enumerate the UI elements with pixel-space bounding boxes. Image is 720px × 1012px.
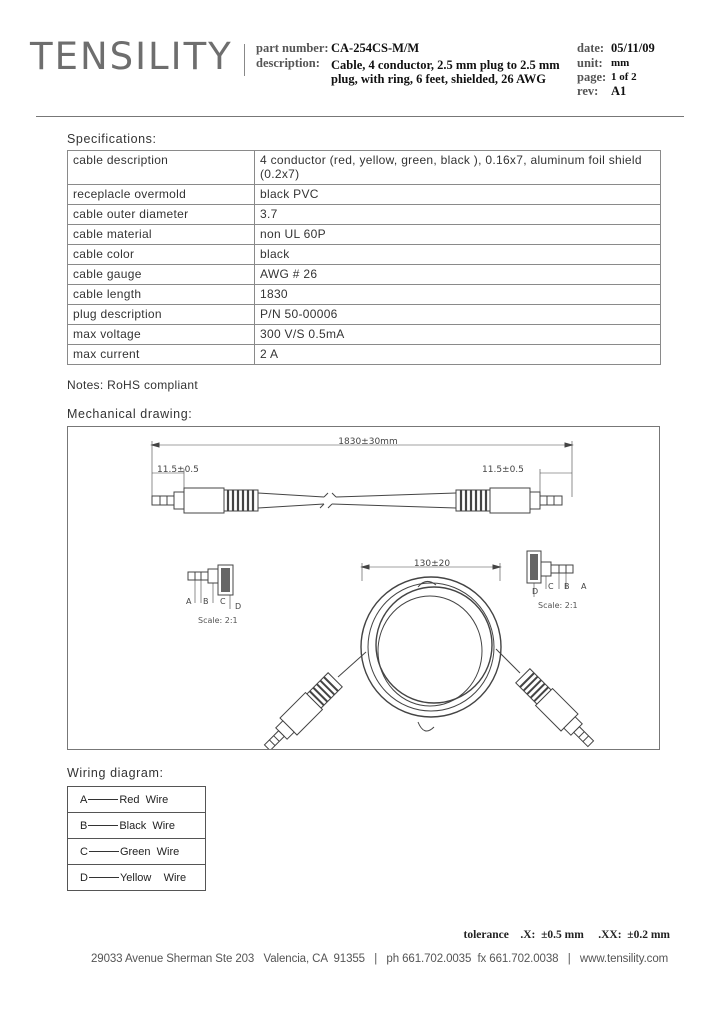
spec-row (68, 305, 661, 325)
wiring-pin: C (80, 845, 88, 858)
contact-right-a: A (581, 582, 587, 591)
contact-right-d: D (532, 587, 539, 596)
spec-key: cable length (68, 285, 255, 305)
wiring-wire: Green Wire (119, 845, 180, 858)
spec-row (68, 285, 661, 305)
part-number-value: CA-254CS-M/M (331, 41, 420, 55)
footer-address: 29033 Avenue Sherman Ste 203 Valencia, CA 91355 | ph 661.702.0035 fx 661.702.0038 | www.tensility.com (91, 953, 669, 965)
spec-row (68, 325, 661, 345)
description-line-2: plug, with ring, 6 feet, shielded, 26 AWG (331, 72, 546, 86)
spec-key: plug description (68, 305, 255, 325)
mechanical-drawing (67, 426, 660, 750)
notes: Notes: RoHS compliant (67, 378, 199, 392)
wiring-row (68, 839, 206, 865)
company-logo: TENSILITY (30, 35, 233, 78)
date-label: date: (577, 41, 605, 55)
spec-value: black (255, 245, 661, 265)
spec-row (68, 225, 661, 245)
wiring-cell (68, 839, 206, 865)
spec-row (68, 265, 661, 285)
description-label: description: (256, 56, 320, 70)
spec-key: cable description (68, 151, 255, 185)
coil-dim: 130±20 (413, 559, 451, 569)
wiring-line (89, 851, 119, 852)
description-line-1: Cable, 4 conductor, 2.5 mm plug to 2.5 mm (331, 58, 560, 72)
wiring-line (89, 877, 119, 878)
spec-row (68, 245, 661, 265)
left-plug-length-dim: 11.5±0.5 (157, 465, 199, 475)
spec-row (68, 345, 661, 365)
wiring-pin: A (80, 793, 88, 806)
spec-value: 3.7 (255, 205, 661, 225)
contact-left-b: B (203, 597, 209, 606)
wiring-wire: Red Wire (119, 793, 169, 806)
spec-value: 300 V/S 0.5mA (255, 325, 661, 345)
page-value: 1 of 2 (611, 71, 637, 83)
spec-value: 1830 (255, 285, 661, 305)
unit-label: unit: (577, 56, 603, 70)
rev-value: A1 (611, 84, 627, 98)
contact-right-b: B (564, 582, 570, 591)
scale-left: Scale: 2:1 (198, 616, 238, 625)
spec-value: 2 A (255, 345, 661, 365)
cable-drawing-svg (68, 427, 659, 749)
spec-value: 4 conductor (red, yellow, green, black ), 0.16x7, aluminum foil shield (0.2x7) (255, 151, 661, 185)
spec-key: cable material (68, 225, 255, 245)
wiring-table (67, 786, 206, 891)
contact-left-a: A (186, 597, 192, 606)
spec-value: black PVC (255, 185, 661, 205)
scale-right: Scale: 2:1 (538, 601, 578, 610)
contact-right-c: C (548, 582, 554, 591)
wiring-pin: B (80, 819, 88, 832)
spec-row (68, 205, 661, 225)
contact-left-d: D (235, 602, 242, 611)
wiring-row (68, 787, 206, 813)
overall-length-dim: 1830±30mm (338, 437, 398, 447)
specifications-title: Specifications: (67, 132, 157, 146)
spec-key: max current (68, 345, 255, 365)
wiring-line (88, 825, 118, 826)
part-number-label: part number: (256, 41, 329, 55)
spec-key: cable gauge (68, 265, 255, 285)
page-label: page: (577, 70, 607, 84)
wiring-wire: Black Wire (119, 819, 175, 832)
header-rule (36, 116, 684, 117)
spec-key: receplacle overmold (68, 185, 255, 205)
spec-value: AWG # 26 (255, 265, 661, 285)
wiring-cell (68, 813, 206, 839)
logo-divider (244, 44, 245, 76)
spec-value: P/N 50-00006 (255, 305, 661, 325)
wiring-diagram-title: Wiring diagram: (67, 766, 164, 780)
wiring-pin: D (80, 871, 88, 884)
wiring-wire: Yellow Wire (119, 871, 187, 884)
spec-value: non UL 60P (255, 225, 661, 245)
spec-row (68, 185, 661, 205)
contact-left-c: C (220, 597, 226, 606)
wiring-row (68, 865, 206, 891)
right-plug-length-dim: 11.5±0.5 (482, 465, 524, 475)
rev-label: rev: (577, 84, 599, 98)
unit-value: mm (611, 57, 630, 69)
wiring-cell (68, 865, 206, 891)
spec-key: cable color (68, 245, 255, 265)
spec-row (68, 151, 661, 185)
wiring-cell (68, 787, 206, 813)
wiring-row (68, 813, 206, 839)
spec-key: max voltage (68, 325, 255, 345)
wiring-line (88, 799, 118, 800)
tolerance: tolerance .X: ±0.5 mm .XX: ±0.2 mm (463, 929, 670, 941)
specifications-table (67, 150, 661, 365)
spec-key: cable outer diameter (68, 205, 255, 225)
mechanical-drawing-title: Mechanical drawing: (67, 407, 193, 421)
date-value: 05/11/09 (611, 41, 655, 55)
